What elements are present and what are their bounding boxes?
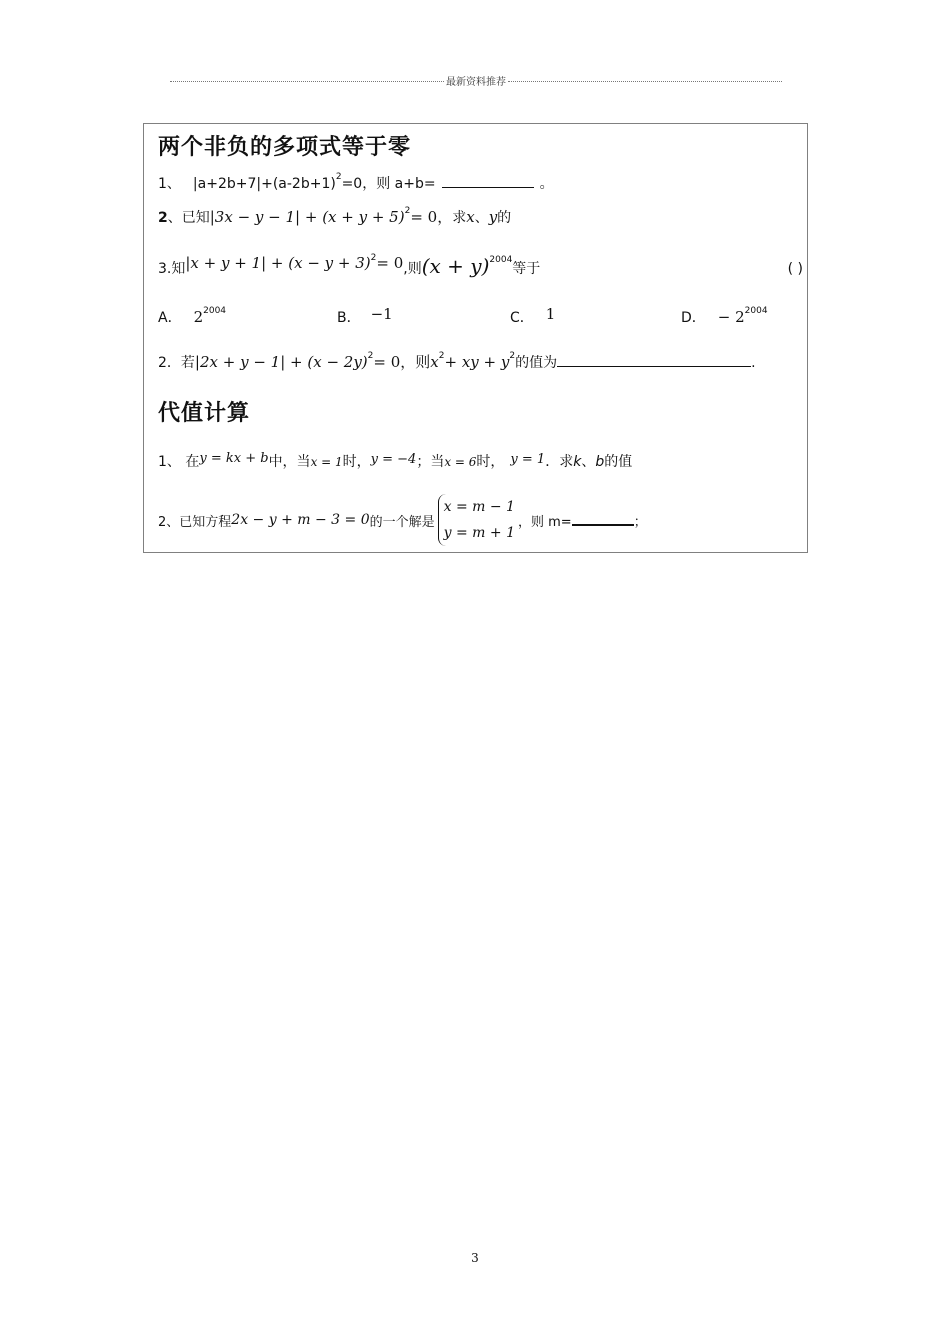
q4-end: .	[751, 355, 756, 371]
option-c	[510, 307, 555, 327]
c1-c4: y = 1	[510, 452, 546, 467]
q4-exp: 2	[367, 351, 374, 361]
c2-row2: y = m + 1	[443, 525, 515, 541]
q3-expr2: (x + y)	[421, 254, 490, 278]
q2-exp: 2	[404, 206, 411, 216]
q4-answer-blank[interactable]	[557, 352, 751, 367]
section-title-nonnegative: 两个非负的多项式等于零	[158, 135, 412, 160]
option-b-label: B．	[337, 310, 361, 326]
q3-expr: |x + y + 1| + (x − y + 3)	[185, 254, 371, 272]
option-c-label: C．	[510, 310, 534, 326]
c2-row1: x = m − 1	[443, 499, 515, 515]
c2-answer-blank[interactable]	[572, 514, 634, 526]
question-4	[158, 351, 756, 372]
question-1	[158, 173, 554, 193]
c1-t4: 时，	[476, 454, 505, 470]
page-number: 3	[471, 1251, 479, 1265]
q4-s1: 2	[438, 351, 445, 361]
option-a	[158, 307, 226, 327]
c2-system	[438, 494, 515, 546]
calc-question-1	[158, 451, 632, 471]
header-dots-left	[170, 81, 444, 82]
content-box	[143, 123, 808, 553]
q3-then: ,则	[403, 261, 422, 277]
q1-answer-blank[interactable]	[442, 173, 534, 188]
option-d-exp: 2004	[744, 306, 768, 316]
c1-sep: 、	[581, 454, 596, 470]
q4-prefix: 2．若	[158, 355, 195, 371]
option-a-base: 2	[193, 308, 204, 326]
q3-exp: 2	[370, 253, 377, 263]
option-d	[681, 307, 768, 327]
header-text: 最新资料推荐	[446, 76, 506, 88]
q1-end: 。	[539, 176, 554, 192]
c2-eq: 2x − y + m − 3 = 0	[231, 512, 370, 528]
q3-exp2: 2004	[489, 255, 513, 265]
q2-v2: y	[488, 208, 498, 226]
q2-expr: |3x − y − 1| + (x + y + 5)	[209, 208, 405, 226]
q2-eq: = 0，	[410, 208, 453, 226]
c2-t2: ，则 m=	[517, 514, 572, 530]
section-title-substitution: 代值计算	[158, 401, 251, 426]
q3-tail: 等于	[512, 261, 541, 277]
q4-eq: = 0，则	[373, 353, 431, 371]
q1-exp: 2	[335, 172, 342, 182]
c1-c1: x = 1	[310, 455, 343, 469]
option-b-base: −1	[370, 305, 393, 323]
q1-prefix: 1、	[158, 176, 181, 192]
q4-s2: 2	[509, 351, 516, 361]
q3-eq: = 0	[376, 254, 404, 272]
calc-question-2	[158, 494, 647, 546]
q1-tail: =0，则 a+b=	[341, 176, 436, 192]
q1-expr: |a+2b+7|+(a-2b+1)	[192, 176, 336, 192]
c1-f: y = kx + b	[199, 451, 269, 466]
c1-t5: ．求	[545, 454, 574, 470]
q2-sep: 、	[474, 210, 489, 226]
option-a-label: A．	[158, 310, 182, 326]
c2-end: ；	[633, 514, 647, 530]
c2-prefix: 2、已知方程	[158, 514, 232, 530]
option-a-exp: 2004	[203, 306, 227, 316]
header-dots-right	[508, 81, 782, 82]
q4-expr: |2x + y − 1| + (x − 2y)	[194, 353, 368, 371]
q3-prefix: 3.知	[158, 261, 186, 277]
option-d-label: D．	[681, 310, 706, 326]
q2-ask: 求	[452, 210, 467, 226]
c1-t6: 的值	[604, 454, 633, 470]
q2-prefix: 2	[158, 210, 168, 226]
q2-v1: x	[466, 208, 475, 226]
c1-t3: ；当	[416, 454, 445, 470]
option-c-base: 1	[545, 305, 556, 323]
option-b	[337, 307, 393, 327]
q3-bracket: ( )	[787, 261, 803, 277]
c1-c2: y = −4	[370, 452, 417, 467]
q2-prefix2: 、已知	[167, 210, 210, 226]
c1-c3: x = 6	[444, 455, 477, 469]
q4-tail: 的值为	[515, 355, 558, 371]
q4-e2: + xy + y	[444, 353, 510, 371]
q2-tail: 的	[497, 210, 512, 226]
c1-prefix: 1、 在	[158, 454, 200, 470]
c1-t2: 时，	[342, 454, 371, 470]
question-3	[158, 254, 803, 278]
c1-b: b	[595, 454, 605, 470]
c2-t1: 的一个解是	[369, 514, 435, 530]
q4-e1: x	[430, 353, 439, 371]
option-d-base: − 2	[717, 308, 745, 326]
c1-t1: 中，当	[268, 454, 311, 470]
c1-k: k	[573, 454, 582, 470]
page-header	[170, 72, 782, 88]
question-2	[158, 206, 511, 227]
